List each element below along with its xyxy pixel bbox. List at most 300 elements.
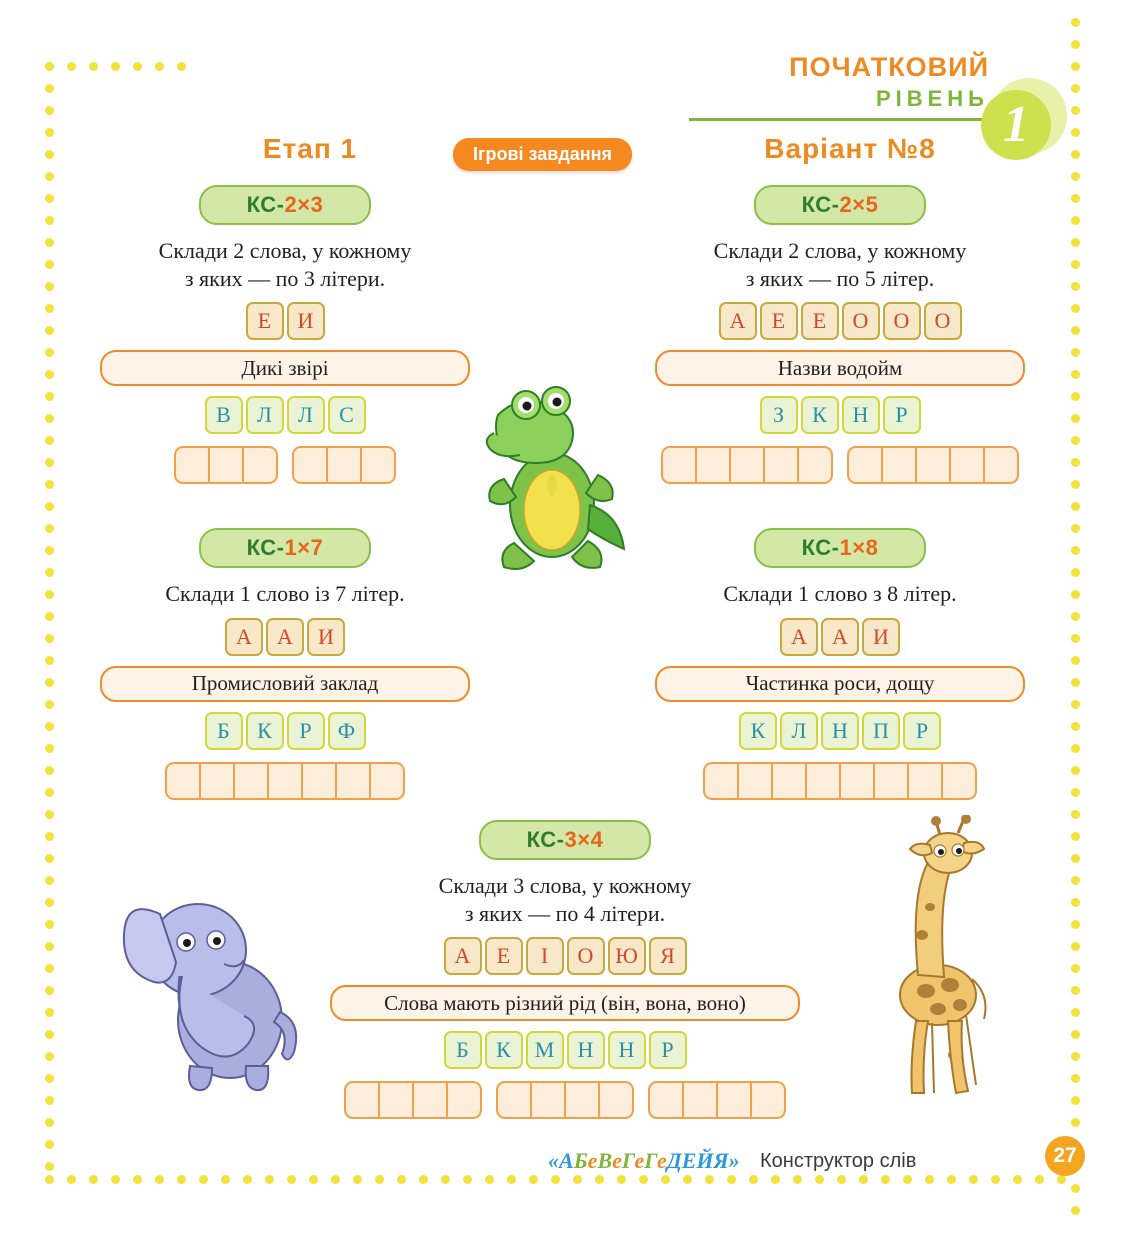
brand-part: В [597,1148,613,1173]
task-code-value: 2×5 [839,192,879,217]
stage-title: Етап 1 [262,133,358,164]
frame-dot [815,1175,824,1184]
frame-dots-bottom [45,1175,1066,1184]
frame-dot [903,1175,912,1184]
answer-cell[interactable] [566,1081,600,1119]
frame-dot [771,1175,780,1184]
frame-dot [507,1175,516,1184]
answer-cell[interactable] [943,762,977,800]
answer-cell[interactable] [841,762,875,800]
frame-dot [45,436,54,445]
answer-cell[interactable] [448,1081,482,1119]
brand-part: е [587,1148,598,1173]
frame-dot [1071,370,1080,379]
task-code-value: 2×3 [284,192,324,217]
frame-dot [1071,458,1080,467]
answer-cell[interactable] [909,762,943,800]
frame-dot [45,898,54,907]
level-title: ПОЧАТКОВИЙ [789,52,989,82]
task-code-prefix: КС- [526,827,565,852]
frame-dot [1071,1074,1080,1083]
brand-part: е [634,1148,645,1173]
frame-dot [375,1175,384,1184]
consonant-tiles [655,712,1025,750]
consonant-tiles [100,712,470,750]
frame-dot [45,1008,54,1017]
frame-dot [947,1175,956,1184]
frame-dot [45,876,54,885]
task-block [655,528,1025,800]
answer-word-slot[interactable] [344,1081,482,1119]
frame-dot [1071,414,1080,423]
frame-dot [639,1175,648,1184]
letter-tile: И [287,302,325,340]
frame-dot [111,62,120,71]
frame-dot [45,458,54,467]
frame-dot [1071,546,1080,555]
letter-tile: О [883,302,921,340]
frame-dot [287,1175,296,1184]
answer-cell[interactable] [380,1081,414,1119]
frame-dot [1071,986,1080,995]
letter-tile: С [328,396,366,434]
letter-tile: Л [287,396,325,434]
letter-tile: И [307,618,345,656]
letter-tile: А [225,618,263,656]
task-code-prefix: КС- [246,535,285,560]
task-code-badge [199,528,371,568]
frame-dot [749,1175,758,1184]
frame-dot [45,194,54,203]
frame-dot [1071,326,1080,335]
brand-part: е [656,1148,667,1173]
answer-cell[interactable] [337,762,371,800]
answer-cell[interactable] [703,762,739,800]
task-hint: Промисловий заклад [100,666,470,702]
letter-tile: Е [246,302,284,340]
frame-dot [1057,1175,1066,1184]
letter-tile: Ф [328,712,366,750]
answer-word-slot[interactable] [703,762,977,800]
frame-dot [309,1175,318,1184]
frame-dot [45,128,54,137]
letter-tile: І [526,937,564,975]
answer-cell[interactable] [414,1081,448,1119]
frame-dot [1071,524,1080,533]
frame-dot [881,1175,890,1184]
frame-dot [925,1175,934,1184]
letter-tile: О [924,302,962,340]
frame-dot [45,304,54,313]
consonant-tiles [655,396,1025,434]
letter-tile: К [801,396,839,434]
vowel-tiles [655,302,1025,340]
task-block [330,820,800,1119]
letter-tile: Б [444,1031,482,1069]
answer-word-slot[interactable] [496,1081,634,1119]
answer-cell[interactable] [174,446,210,484]
answer-cell[interactable] [328,446,362,484]
answer-cell[interactable] [985,446,1019,484]
letter-tile: А [719,302,757,340]
frame-dot [1071,876,1080,885]
answer-word-slot[interactable] [847,446,1019,484]
frame-dot [617,1175,626,1184]
vowel-tiles [100,302,470,340]
frame-dot [45,788,54,797]
frame-dot [1071,920,1080,929]
frame-dot [1071,260,1080,269]
frame-dot [45,920,54,929]
frame-dot [89,1175,98,1184]
frame-dot [177,1175,186,1184]
letter-tile: К [485,1031,523,1069]
letter-tile: К [246,712,284,750]
frame-dot [45,150,54,159]
task-instruction: Склади 3 слова, у кожному з яких — по 4 літери. [438,873,692,926]
answer-word-slot[interactable] [292,446,396,484]
frame-dot [45,656,54,665]
answer-cell[interactable] [684,1081,718,1119]
letter-tile: З [760,396,798,434]
frame-dot [45,964,54,973]
frame-dot [969,1175,978,1184]
frame-dot [1071,502,1080,511]
games-tasks-badge: Ігрові завдання [453,138,632,171]
answer-row [330,1081,800,1119]
frame-dot [45,370,54,379]
frame-dot [45,260,54,269]
frame-dot [45,480,54,489]
task-code-value: 3×4 [564,827,604,852]
frame-dot [529,1175,538,1184]
frame-dot [1071,1052,1080,1061]
task-code-prefix: КС- [246,192,285,217]
frame-dot [1071,678,1080,687]
frame-dot [1071,634,1080,643]
frame-dot [45,414,54,423]
frame-dot [705,1175,714,1184]
brand-part: Г [621,1148,635,1173]
frame-dot [45,810,54,819]
frame-dot [1071,722,1080,731]
task-hint: Частинка роси, дощу [655,666,1025,702]
frame-dot [45,854,54,863]
task-code-prefix: КС- [801,535,840,560]
vowel-tiles [100,618,470,656]
task-hint: Дикі звірі [100,350,470,386]
answer-cell[interactable] [532,1081,566,1119]
letter-tile: Н [842,396,880,434]
frame-dot [1071,348,1080,357]
task-instruction: Склади 2 слова, у кожному з яких — по 5 літер. [713,238,967,291]
frame-dot [45,678,54,687]
vowel-tiles [330,937,800,975]
frame-dot [595,1175,604,1184]
answer-cell[interactable] [244,446,278,484]
answer-cell[interactable] [917,446,951,484]
frame-dots-top-left [45,62,186,71]
frame-dot [45,502,54,511]
frame-dot [441,1175,450,1184]
answer-cell[interactable] [731,446,765,484]
frame-dot [397,1175,406,1184]
frame-dots-left [45,62,54,1171]
frame-dot [133,62,142,71]
answer-cell[interactable] [600,1081,634,1119]
frame-dot [111,1175,120,1184]
answer-row [100,762,470,800]
frame-dot [859,1175,868,1184]
frame-dot [1071,898,1080,907]
frame-dot [45,1162,54,1171]
frame-dot [45,942,54,951]
answer-cell[interactable] [269,762,303,800]
frame-dot [89,62,98,71]
frame-dot [133,1175,142,1184]
frame-dot [463,1175,472,1184]
brand-part: Б [573,1148,588,1173]
frame-dot [45,986,54,995]
variant-title: Варіант №8 [764,133,936,164]
letter-tile: А [780,618,818,656]
task-block [100,528,470,800]
frame-dot [727,1175,736,1184]
frame-dot [45,1096,54,1105]
brand-part: е [612,1148,622,1173]
header-divider [689,118,989,121]
letter-tile: Б [205,712,243,750]
letter-tile: П [862,712,900,750]
answer-cell[interactable] [661,446,697,484]
frame-dot [1071,480,1080,489]
letter-tile: В [205,396,243,434]
letter-tile: А [821,618,859,656]
frame-dot [837,1175,846,1184]
frame-dot [1071,18,1080,27]
answer-cell[interactable] [371,762,405,800]
task-instruction: Склади 1 слово з 8 літер. [723,581,957,606]
frame-dot [1071,238,1080,247]
frame-dot [353,1175,362,1184]
page-number-badge: 27 [1045,1136,1085,1176]
frame-dot [45,84,54,93]
letter-tile: И [862,618,900,656]
letter-tile: Р [649,1031,687,1069]
frame-dot [1071,942,1080,951]
letter-tile: Н [567,1031,605,1069]
frame-dot [1071,1030,1080,1039]
frame-dot [45,1140,54,1149]
task-code-value: 1×8 [839,535,879,560]
frame-dot [1071,150,1080,159]
task-instruction: Склади 2 слова, у кожному з яких — по 3 літери. [158,238,412,291]
frame-dot [1071,700,1080,709]
letter-tile: Е [485,937,523,975]
answer-row [655,762,1025,800]
frame-dot [45,612,54,621]
frame-dot [45,568,54,577]
consonant-tiles [100,396,470,434]
task-block [100,185,470,484]
letter-tile: Е [801,302,839,340]
frame-dot [45,1052,54,1061]
frame-dot [683,1175,692,1184]
answer-cell[interactable] [201,762,235,800]
letter-tile: Р [287,712,325,750]
frame-dots-right [1071,18,1080,1215]
frame-dot [199,1175,208,1184]
frame-dot [45,348,54,357]
answer-cell[interactable] [765,446,799,484]
frame-dot [45,524,54,533]
frame-dot [45,172,54,181]
frame-dot [45,238,54,247]
frame-dot [221,1175,230,1184]
frame-dot [45,282,54,291]
frame-dot [45,1175,54,1184]
answer-word-slot[interactable] [174,446,278,484]
answer-word-slot[interactable] [165,762,405,800]
answer-cell[interactable] [235,762,269,800]
answer-cell[interactable] [799,446,833,484]
answer-cell[interactable] [496,1081,532,1119]
task-block [655,185,1025,484]
frame-dot [661,1175,670,1184]
letter-tile: Р [903,712,941,750]
answer-cell[interactable] [344,1081,380,1119]
answer-cell[interactable] [303,762,337,800]
frame-dot [45,722,54,731]
answer-row [655,446,1025,484]
frame-dot [1035,1175,1044,1184]
frame-dot [1071,964,1080,973]
frame-dot [45,1118,54,1127]
frame-dot [1071,1118,1080,1127]
answer-cell[interactable] [807,762,841,800]
answer-word-slot[interactable] [661,446,833,484]
answer-cell[interactable] [648,1081,684,1119]
footer-brand [548,1148,740,1174]
answer-cell[interactable] [875,762,909,800]
task-code-value: 1×7 [284,535,324,560]
crocodile-illustration [480,355,630,590]
answer-cell[interactable] [210,446,244,484]
consonant-tiles [330,1031,800,1069]
frame-dot [265,1175,274,1184]
answer-cell[interactable] [739,762,773,800]
vowel-tiles [655,618,1025,656]
letter-tile: М [526,1031,564,1069]
brand-part: Г [644,1148,657,1173]
letter-tile: А [266,618,304,656]
letter-tile: Л [780,712,818,750]
frame-dot [45,590,54,599]
letter-tile: Я [649,937,687,975]
letter-tile: Е [760,302,798,340]
answer-cell[interactable] [847,446,883,484]
frame-dot [1071,854,1080,863]
letter-tile: О [567,937,605,975]
answer-cell[interactable] [362,446,396,484]
frame-dot [1071,1096,1080,1105]
frame-dot [1071,766,1080,775]
frame-dot [1071,436,1080,445]
frame-dot [45,1074,54,1083]
frame-dot [177,62,186,71]
frame-dot [45,392,54,401]
level-subtitle: РІВЕНЬ [875,86,989,111]
giraffe-illustration [860,815,1010,1100]
footer-subtitle: Конструктор слів [760,1150,917,1172]
frame-dot [67,1175,76,1184]
frame-dot [793,1175,802,1184]
task-code-prefix: КС- [801,192,840,217]
frame-dot [1071,810,1080,819]
brand-part: ДЕЙЯ» [666,1148,740,1173]
frame-dot [45,62,54,71]
letter-tile: Н [821,712,859,750]
answer-word-slot[interactable] [648,1081,786,1119]
frame-dot [1071,1184,1080,1193]
letter-tile: Р [883,396,921,434]
frame-dot [485,1175,494,1184]
frame-dot [1071,788,1080,797]
task-code-badge [479,820,651,860]
task-code-badge [199,185,371,225]
answer-cell[interactable] [883,446,917,484]
frame-dot [45,766,54,775]
frame-dot [45,634,54,643]
brand-part: «А [548,1148,574,1173]
answer-cell[interactable] [752,1081,786,1119]
frame-dot [45,326,54,335]
frame-dot [1071,568,1080,577]
answer-cell[interactable] [773,762,807,800]
answer-cell[interactable] [165,762,201,800]
frame-dot [155,62,164,71]
frame-dot [45,700,54,709]
frame-dot [1013,1175,1022,1184]
frame-dot [45,216,54,225]
frame-dot [1071,304,1080,313]
frame-dot [1071,590,1080,599]
frame-dot [1071,216,1080,225]
frame-dot [1071,1206,1080,1215]
frame-dot [573,1175,582,1184]
letter-tile: О [842,302,880,340]
frame-dot [1071,612,1080,621]
elephant-illustration [120,880,330,1095]
frame-dot [45,832,54,841]
frame-dot [155,1175,164,1184]
answer-cell[interactable] [697,446,731,484]
letter-tile: Ю [608,937,646,975]
answer-cell[interactable] [951,446,985,484]
answer-cell[interactable] [292,446,328,484]
answer-cell[interactable] [718,1081,752,1119]
task-hint: Назви водойм [655,350,1025,386]
task-code-badge [754,185,926,225]
frame-dot [45,106,54,115]
frame-dot [45,1030,54,1039]
frame-dot [1071,1008,1080,1017]
task-code-badge [754,528,926,568]
letter-tile: Н [608,1031,646,1069]
level-number: 1 [1003,96,1029,153]
frame-dot [1071,392,1080,401]
frame-dot [1071,744,1080,753]
